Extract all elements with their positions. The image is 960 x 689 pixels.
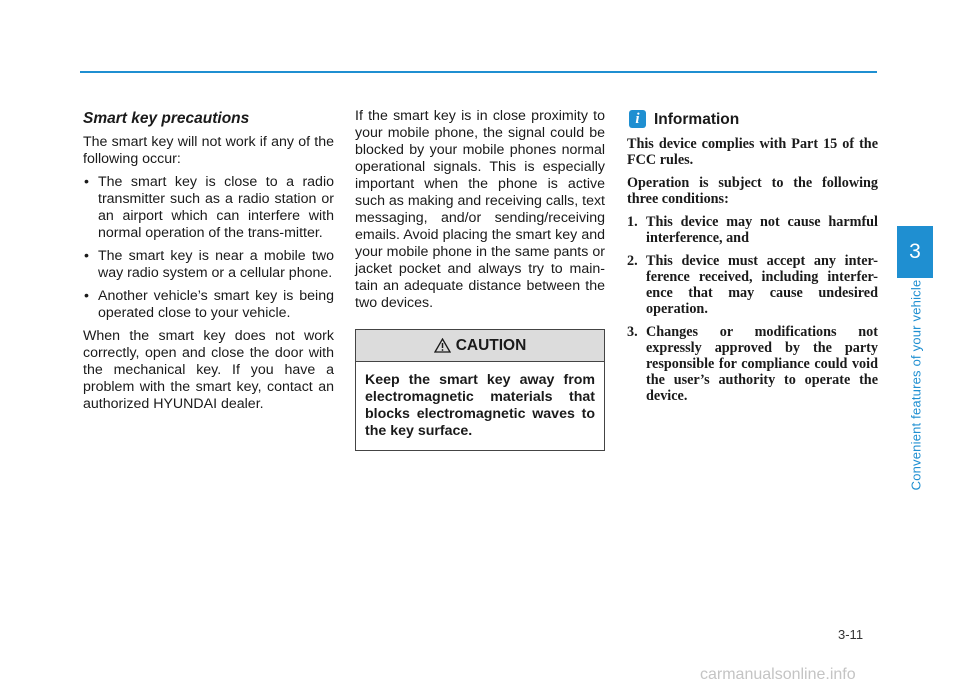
caution-text: Keep the smart key away from electromagnetic materials that blocks electromagnetic waves to the key surface. [365,372,595,439]
information-body [627,136,878,404]
list-item: • The smart key is close to a radio transmitter such as a radio station or an airport which can interfere with normal operation of the trans-mitter. [84,174,334,241]
proximity-paragraph: If the smart key is in close proximity to your mobile phone, the signal could be blocked by your mobile phones normal operational signals. This is especially important when the phone is active such as making and receiving calls, text messaging, and/or sending/receiving emails. Avoid placing the smart key and your mobile phone in the same pants or jacket pocket and always try to main-tain an adequate distance between the two devices. [355,108,605,311]
section-heading: Smart key precautions [83,110,250,127]
intro-paragraph: The smart key will not work if any of the following occur: [83,134,334,167]
bullet-icon: • [84,288,89,304]
caution-header [356,330,604,362]
fcc-conditions-list [627,214,878,404]
bullet-icon: • [84,174,89,190]
fcc-paragraph: This device complies with Part 15 of the FCC rules. [627,136,878,168]
list-item: • The smart key is near a mobile two way radio system or a cellular phone. [84,248,334,281]
caution-box [355,329,605,451]
information-title: Information [654,110,740,128]
information-header [629,110,878,128]
list-item: 2. This device must accept any inter-ference received, including interfer-ence that may cause undesired operation. [627,253,878,317]
conditions-list [83,174,334,322]
conditions-intro: Operation is subject to the following three conditions: [627,175,878,207]
middle-column [355,108,605,451]
list-item: • Another vehicle’s smart key is being operated close to your vehicle. [84,288,334,321]
info-icon: i [629,110,646,128]
chapter-title: Convenient features of your vehicle [908,279,924,491]
left-column [83,108,334,419]
bullet-icon: • [84,248,89,264]
chapter-title-vertical [906,278,926,492]
warning-triangle-icon [434,338,451,353]
list-item: 3. Changes or modifications not expressly approved by the party responsible for compliance could void the user’s authority to operate the device. [627,324,878,404]
chapter-tab [897,226,933,278]
top-rule [80,71,877,73]
chapter-number: 3 [909,240,921,263]
right-column [627,108,878,411]
watermark: carmanualsonline.info [700,666,856,683]
outro-paragraph: When the smart key does not work correctly, open and close the door with the mechanical key. If you have a problem with the smart key, contact an authorized HYUNDAI dealer. [83,328,334,412]
caution-title: CAUTION [455,337,527,354]
list-item: 1. This device may not cause harmful interference, and [627,214,878,246]
page-number: 3-11 [838,627,864,642]
